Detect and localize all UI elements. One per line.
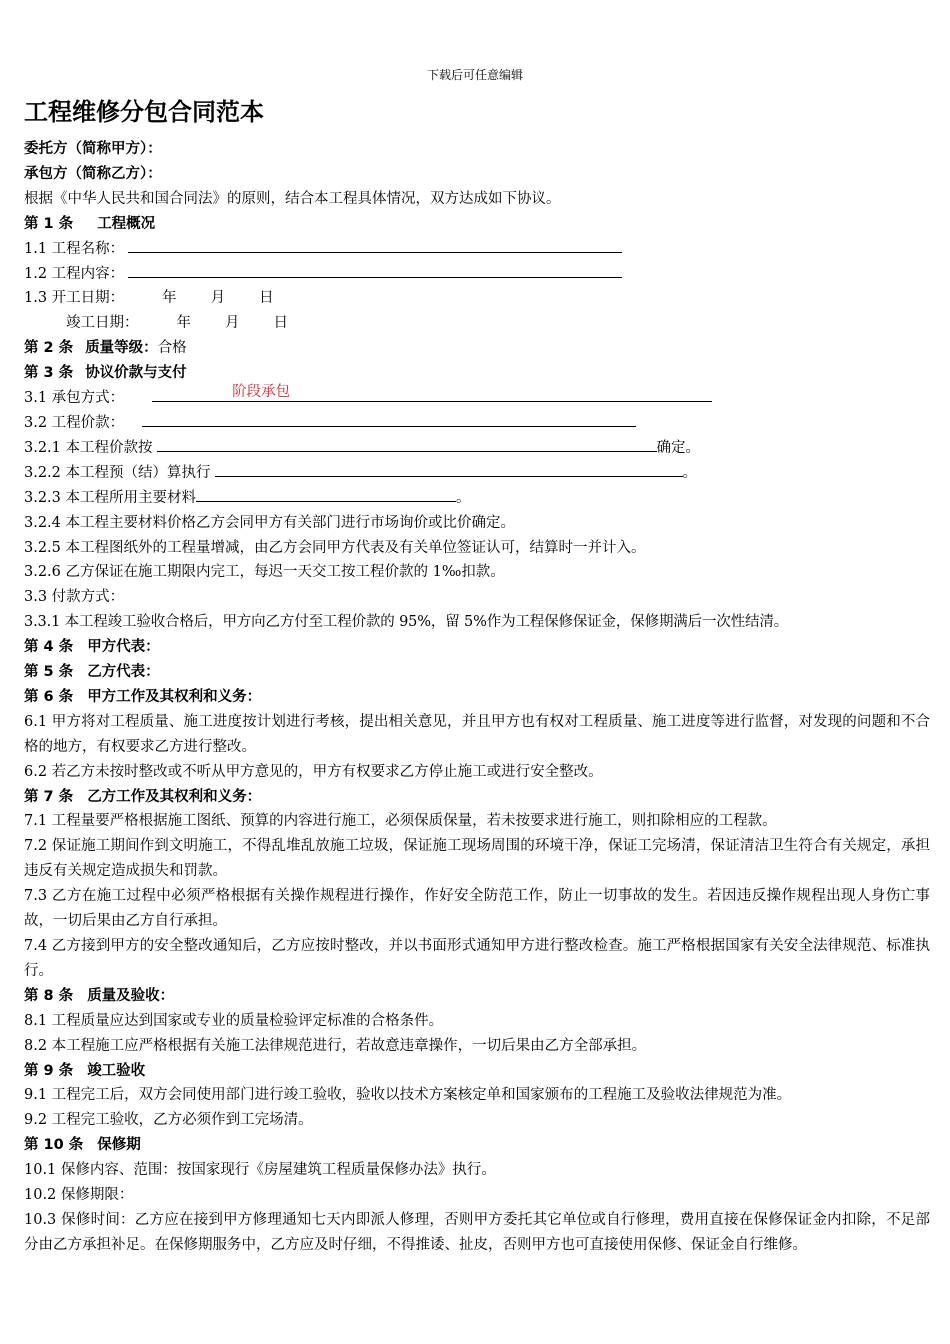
clause-3-2-6: 3.2.6 乙方保证在施工期限内完工，每迟一天交工按工程价款的 1‰扣款。 (24, 564, 505, 581)
article-title: 甲方工作及其权利和义务： (87, 688, 262, 705)
article-number: 第 3 条 (24, 365, 74, 382)
contract-price-line (24, 411, 930, 436)
contract-method-value: 阶段承包 (232, 384, 291, 401)
clause-3-2-3 (24, 486, 930, 511)
clause-7-3: 7.3 乙方在施工过程中必须严格根据有关操作规程进行操作，作好安全防范工作，防止一切事故的发生。若因违反操作规程出现人身伤亡事故，一切后果由乙方自行承担。 (24, 888, 930, 930)
article-number: 第 2 条 (24, 340, 74, 357)
clause-label: 3.2.2 本工程预（结）算执行 (24, 464, 211, 481)
budget-basis-blank (215, 461, 683, 477)
clause-10-1: 10.1 保修内容、范围：按国家现行《房屋建筑工程质量保修办法》执行。 (24, 1162, 496, 1179)
article-2-heading (24, 336, 930, 361)
article-10-heading (24, 1133, 930, 1158)
header-note: 下载后可任意编辑 (426, 68, 523, 82)
date-year-label: 年 (176, 315, 191, 332)
contract-price-blank (142, 411, 636, 427)
article-title: 工程概况 (97, 215, 156, 232)
project-content-line (24, 262, 930, 287)
clause-7-2: 7.2 保证施工期间作到文明施工，不得乱堆乱放施工垃圾，保证施工现场周围的环境干净，保证工完场清，保证清洁卫生符合有关规定，承担违反有关规定造成损失和罚款。 (24, 838, 930, 880)
article-8-heading (24, 984, 930, 1009)
clause-3-2-2 (24, 461, 930, 486)
article-title: 乙方工作及其权利和义务： (87, 788, 262, 805)
article-5-heading (24, 660, 930, 685)
project-name-blank (128, 237, 622, 253)
clause-3-3-1: 3.3.1 本工程竣工验收合格后，甲方向乙方付至工程价款的 95%，留 5%作为工程保修保证金，保修期满后一次性结清。 (24, 614, 789, 631)
article-title: 质量等级： (85, 340, 158, 357)
date-year-label: 年 (162, 290, 177, 307)
clause-7-1: 7.1 工程量要严格根据施工图纸、预算的内容进行施工，必须保质保量，若未按要求进行施工，则扣除相应的工程款。 (24, 813, 777, 830)
article-3-heading (24, 361, 930, 386)
intro-paragraph: 根据《中华人民共和国合同法》的原则，结合本工程具体情况，双方达成如下协议。 (24, 190, 561, 207)
materials-blank (196, 486, 456, 502)
article-title: 协议价款与支付 (85, 365, 187, 382)
date-day-label: 日 (273, 315, 288, 332)
clause-9-2: 9.2 工程完工验收，乙方必须作到工完场清。 (24, 1112, 313, 1129)
date-day-label: 日 (259, 290, 274, 307)
article-9-heading (24, 1059, 930, 1084)
clause-label: 3.2 工程价款： (24, 414, 125, 431)
article-number: 第 1 条 (24, 215, 74, 232)
clause-3-2-4: 3.2.4 本工程主要材料价格乙方会同甲方有关部门进行市场询价或比价确定。 (24, 514, 516, 531)
party-a-line: 委托方（简称甲方）： (24, 141, 162, 157)
clause-label: 3.2.3 本工程所用主要材料 (24, 489, 197, 506)
clause-6-1: 6.1 甲方将对工程质量、施工进度按计划进行考核，提出相关意见，并且甲方也有权对工程质量、施工进度等进行监督，对发现的问题和不合格的地方，有权要求乙方进行整改。 (24, 713, 930, 755)
project-content-blank (128, 262, 622, 278)
clause-8-2: 8.2 本工程施工应严格根据有关施工法律规范进行，若故意违章操作，一切后果由乙方全部承担。 (24, 1037, 647, 1054)
clause-suffix: 确定。 (656, 439, 701, 456)
completion-date-line (24, 311, 930, 336)
contract-method-line (24, 386, 930, 411)
clause-7-4: 7.4 乙方接到甲方的安全整改通知后，乙方应按时整改，并以书面形式通知甲方进行整改检查。施工严格根据国家有关安全法律规范、标准执行。 (24, 938, 930, 979)
clause-8-1: 8.1 工程质量应达到国家或专业的质量检验评定标准的合格条件。 (24, 1012, 444, 1029)
start-date-line (24, 286, 930, 311)
article-title: 竣工验收 (87, 1062, 146, 1079)
article-1-heading (24, 212, 930, 237)
clause-3-2-5: 3.2.5 本工程图纸外的工程量增减，由乙方会同甲方代表及有关单位签证认可，结算时一并计入。 (24, 539, 646, 556)
article-number: 第 7 条 (24, 788, 74, 805)
document-title: 工程维修分包合同范本 (24, 98, 264, 126)
date-month-label: 月 (225, 315, 240, 332)
clause-label: 3.1 承包方式： (24, 390, 125, 407)
contract-body (24, 137, 930, 1258)
clause-label: 1.2 工程内容： (24, 265, 125, 282)
clause-label: 1.1 工程名称： (24, 240, 125, 257)
article-6-heading (24, 685, 930, 710)
article-number: 第 6 条 (24, 688, 74, 705)
article-number: 第 9 条 (24, 1062, 74, 1079)
article-4-heading (24, 635, 930, 660)
price-basis-blank (157, 436, 657, 452)
clause-3-2-1 (24, 436, 930, 461)
clause-label: 竣工日期： (66, 315, 139, 332)
clause-suffix: 。 (682, 464, 698, 481)
article-number: 第 4 条 (24, 639, 74, 656)
contract-method-blank (152, 386, 712, 402)
article-number: 第 10 条 (24, 1137, 84, 1154)
clause-10-3: 10.3 保修时间：乙方应在接到甲方修理通知七天内即派人修理，否则甲方委托其它单位或自行修理，费用直接在保修保证金内扣除，不足部分由乙方承担补足。在保修期服务中，乙方应及时仔细，不得推诿、扯皮，否则甲方也可直接使用保修、保证金自行维修。 (24, 1211, 930, 1253)
clause-10-2: 10.2 保修期限： (24, 1187, 134, 1204)
date-month-label: 月 (210, 290, 226, 307)
article-number: 第 8 条 (24, 987, 74, 1004)
project-name-line (24, 237, 930, 262)
article-number: 第 5 条 (24, 664, 74, 681)
party-b-line: 承包方（简称乙方）： (24, 165, 162, 182)
clause-label: 3.2.1 本工程价款按 (24, 439, 153, 456)
article-title: 质量及验收： (87, 987, 175, 1004)
article-7-heading (24, 785, 930, 810)
clause-label: 1.3 开工日期： (24, 290, 125, 307)
clause-3-3: 3.3 付款方式： (24, 589, 125, 606)
article-title: 乙方代表： (87, 664, 160, 681)
clause-suffix: 。 (456, 489, 471, 506)
article-title: 甲方代表： (87, 639, 160, 656)
quality-grade-value: 合格 (157, 340, 187, 357)
clause-6-2: 6.2 若乙方未按时整改或不听从甲方意见的，甲方有权要求乙方停止施工或进行安全整改。 (24, 763, 603, 780)
clause-9-1: 9.1 工程完工后，双方会同使用部门进行竣工验收，验收以技术方案核定单和国家颁布的工程施工及验收法律规范为准。 (24, 1087, 792, 1104)
article-title: 保修期 (97, 1137, 141, 1154)
